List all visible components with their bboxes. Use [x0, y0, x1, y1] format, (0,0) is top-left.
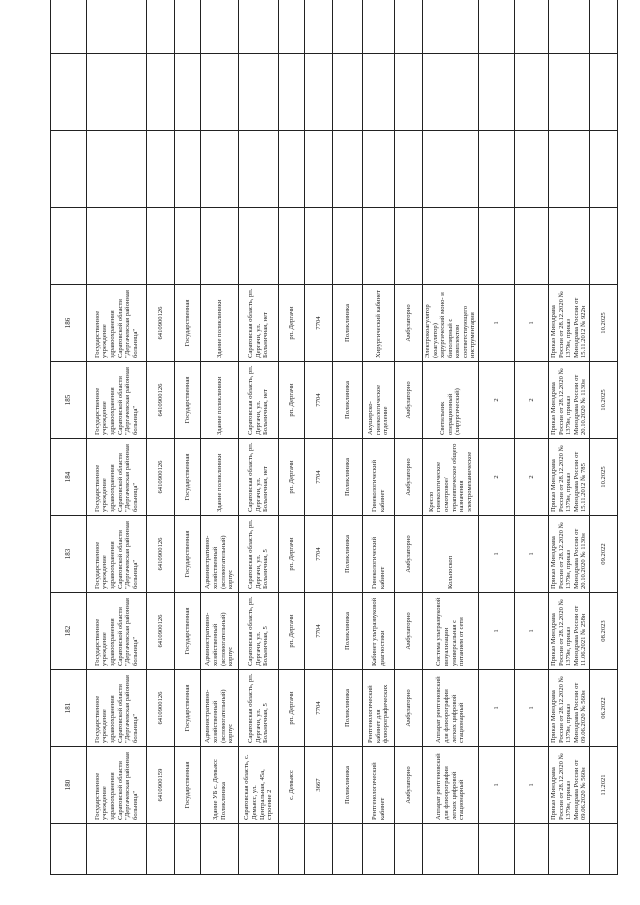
cell-equipment: Электрокоагулятор (коагулятор) хирургический моно- и биполярный с комплектом соответствующего инструментария: [423, 285, 479, 362]
row-tail-cell: [549, 54, 590, 131]
cell-care: Амбулаторно: [395, 593, 423, 670]
cell-qty1: 1: [479, 593, 515, 670]
row-tail-cell: [515, 131, 549, 208]
cell-qty1: 1: [479, 285, 515, 362]
cell-org: Государственное учреждение здравоохранения Саратовской области "Дергачевская районная больница": [87, 516, 147, 593]
row-tail-cell: [549, 0, 590, 54]
cell-org: Государственное учреждение здравоохранения Саратовской области "Дергачевская районная больница": [87, 362, 147, 439]
cell-locality: рп. Дергачи: [279, 670, 305, 747]
cell-oktmo: 7704: [305, 516, 333, 593]
row-tail-cell: [423, 54, 479, 131]
cell-order: Приказ Минздрава России от 28.12.2020 № 1379н, приказ Минздрава России от 15.11.2012 № 785: [549, 439, 590, 516]
cell-order: Приказ Минздрава России от 28.12.2020 № 1379н, приказ Минздрава России от 20.10.2020 № 1130н: [549, 516, 590, 593]
cell-ownership: Государственная: [175, 362, 201, 439]
cell-ownership: Государственная: [175, 747, 201, 824]
cell-equipment: Кольпоскоп: [423, 516, 479, 593]
row-tail-cell: [333, 0, 363, 54]
cell-room: Хирургический кабинет: [363, 285, 395, 362]
table-row-equipment: [423, 0, 479, 875]
row-tail-cell: [423, 131, 479, 208]
cell-locality: с. Демьясс: [279, 747, 305, 824]
row-stub-cell: [279, 824, 305, 875]
row-stub-cell: [395, 824, 423, 875]
cell-qty2: 1: [515, 670, 549, 747]
cell-equipment: Светильник операционный (хирургический): [423, 362, 479, 439]
row-tail-cell: [363, 208, 395, 285]
row-tail-cell: [51, 131, 87, 208]
cell-num: 183: [51, 516, 87, 593]
row-tail-cell: [305, 0, 333, 54]
row-tail-cell: [201, 131, 239, 208]
row-tail-cell: [305, 131, 333, 208]
cell-building: Здание поликлиники: [201, 439, 239, 516]
cell-inn: 6410900126: [147, 516, 175, 593]
cell-unit: Поликлиника: [333, 362, 363, 439]
row-tail-cell: [239, 54, 279, 131]
cell-address: Саратовская область, рп. Дергачи, ул. Больничная, 5: [239, 516, 279, 593]
row-tail-cell: [515, 208, 549, 285]
table-row-address: [239, 0, 279, 875]
cell-date: 09.2022: [589, 516, 617, 593]
row-tail-cell: [51, 208, 87, 285]
table-row-org: [87, 0, 147, 875]
cell-num: 185: [51, 362, 87, 439]
row-tail-cell: [175, 54, 201, 131]
row-tail-cell: [395, 208, 423, 285]
cell-order: Приказ Минздрава России от 28.12.2020 № 1379н, приказ Минздрава России от 11.06.2021 № 258н: [549, 593, 590, 670]
row-tail-cell: [175, 208, 201, 285]
row-tail-cell: [279, 54, 305, 131]
cell-building: Здание поликлиники: [201, 285, 239, 362]
row-tail-cell: [87, 54, 147, 131]
row-tail-cell: [479, 208, 515, 285]
cell-inn: 6410900159: [147, 747, 175, 824]
cell-inn: 6410900126: [147, 362, 175, 439]
row-tail-cell: [201, 208, 239, 285]
table-row-care: [395, 0, 423, 875]
cell-order: Приказ Минздрава России от 28.12.2020 № 1379н, приказ Минздрава России от 15.11.2012 № 922н: [549, 285, 590, 362]
row-tail-cell: [333, 208, 363, 285]
cell-date: 10.2025: [589, 285, 617, 362]
cell-equipment: Аппарат рентгеновский для флюорографии легких цифровой стационарный: [423, 747, 479, 824]
cell-order: Приказ Минздрава России от 28.12.2020 № 1379н, приказ Минздрава России от 20.10.2020 № 1130н: [549, 362, 590, 439]
row-tail-cell: [51, 54, 87, 131]
rotated-page: [50, 62, 607, 875]
table-row-order: [549, 0, 590, 875]
row-stub-cell: [239, 824, 279, 875]
cell-qty1: 1: [479, 670, 515, 747]
cell-locality: рп. Дергачи: [279, 439, 305, 516]
cell-locality: рп. Дергачи: [279, 593, 305, 670]
row-stub-cell: [549, 824, 590, 875]
row-tail-cell: [479, 131, 515, 208]
row-tail-cell: [175, 131, 201, 208]
row-tail-cell: [589, 131, 617, 208]
equipment-table: [50, 0, 618, 875]
cell-care: Амбулаторно: [395, 362, 423, 439]
cell-building: Здание УБ с. Демьясс Поликлиника: [201, 747, 239, 824]
cell-inn: 6410900126: [147, 285, 175, 362]
table-row-unit: [333, 0, 363, 875]
row-stub-cell: [423, 824, 479, 875]
cell-org: Государственное учреждение здравоохранения Саратовской области "Дергачевская районная больница": [87, 747, 147, 824]
row-stub-cell: [201, 824, 239, 875]
row-tail-cell: [589, 54, 617, 131]
row-tail-cell: [515, 0, 549, 54]
cell-address: Саратовская область, с. Демьясс, ул. Центральная, 45а, строение 2: [239, 747, 279, 824]
cell-num: 180: [51, 747, 87, 824]
cell-org: Государственное учреждение здравоохранения Саратовской области "Дергачевская районная больница": [87, 439, 147, 516]
cell-date: 10.2025: [589, 362, 617, 439]
cell-oktmo: 7704: [305, 285, 333, 362]
table-row-date: [589, 0, 617, 875]
cell-room: Кабинет ультразвуковой диагностики: [363, 593, 395, 670]
cell-ownership: Государственная: [175, 670, 201, 747]
row-tail-cell: [479, 54, 515, 131]
table-body: [51, 0, 618, 875]
row-tail-cell: [589, 0, 617, 54]
row-tail-cell: [87, 131, 147, 208]
cell-address: Саратовская область, рп. Дергачи, ул. Больничная, нет: [239, 285, 279, 362]
row-tail-cell: [305, 208, 333, 285]
row-tail-cell: [395, 131, 423, 208]
cell-address: Саратовская область, рп. Дергачи, ул. Больничная, 5: [239, 593, 279, 670]
row-tail-cell: [549, 131, 590, 208]
row-tail-cell: [147, 0, 175, 54]
cell-qty2: 2: [515, 439, 549, 516]
cell-qty2: 1: [515, 747, 549, 824]
table-row-oktmo: [305, 0, 333, 875]
row-tail-cell: [395, 54, 423, 131]
row-tail-cell: [589, 208, 617, 285]
row-tail-cell: [87, 0, 147, 54]
cell-care: Амбулаторно: [395, 285, 423, 362]
cell-locality: рп. Дергачи: [279, 516, 305, 593]
table-row-locality: [279, 0, 305, 875]
row-tail-cell: [201, 0, 239, 54]
table-row-qty1: [479, 0, 515, 875]
cell-qty1: 1: [479, 516, 515, 593]
cell-building: Здание поликлиники: [201, 362, 239, 439]
cell-unit: Поликлиника: [333, 439, 363, 516]
table-row-num: [51, 0, 87, 875]
cell-room: Рентгенологический кабинет: [363, 747, 395, 824]
cell-oktmo: 7704: [305, 362, 333, 439]
row-stub-cell: [175, 824, 201, 875]
table-row-building: [201, 0, 239, 875]
cell-room: Гинекологический кабинет: [363, 439, 395, 516]
cell-equipment: Система ультразвуковой визуализации универсальная с питанием от сети: [423, 593, 479, 670]
cell-room: Рентгенологический кабинет для флюорографических: [363, 670, 395, 747]
row-tail-cell: [395, 0, 423, 54]
row-tail-cell: [51, 0, 87, 54]
row-tail-cell: [239, 131, 279, 208]
row-tail-cell: [363, 131, 395, 208]
cell-ownership: Государственная: [175, 593, 201, 670]
row-stub-cell: [305, 824, 333, 875]
row-tail-cell: [333, 54, 363, 131]
cell-date: 08.2023: [589, 593, 617, 670]
row-tail-cell: [147, 131, 175, 208]
cell-room: Гинекологический кабинет: [363, 516, 395, 593]
cell-ownership: Государственная: [175, 439, 201, 516]
table-row-ownership: [175, 0, 201, 875]
cell-date: 11.2021: [589, 747, 617, 824]
cell-ownership: Государственная: [175, 516, 201, 593]
cell-address: Саратовская область, рп. Дергачи, ул. Больничная, 5: [239, 670, 279, 747]
row-stub-cell: [589, 824, 617, 875]
row-tail-cell: [363, 0, 395, 54]
cell-address: Саратовская область, рп. Дергачи, ул. Больничная, нет: [239, 362, 279, 439]
cell-oktmo: 7704: [305, 439, 333, 516]
cell-order: Приказ Минздрава России от 28.12.2020 № 1379н, приказ Минздрава России от 09.06.2020 № 560н: [549, 747, 590, 824]
cell-unit: Поликлиника: [333, 593, 363, 670]
cell-oktmo: 3667: [305, 747, 333, 824]
cell-qty2: 1: [515, 516, 549, 593]
row-tail-cell: [201, 54, 239, 131]
row-stub-cell: [515, 824, 549, 875]
cell-num: 182: [51, 593, 87, 670]
cell-locality: рп. Дергачи: [279, 285, 305, 362]
row-tail-cell: [363, 54, 395, 131]
cell-order: Приказ Минздрава России от 28.12.2020 № 1379н, приказ Минздрава России от 09.06.2020 № 560н: [549, 670, 590, 747]
row-tail-cell: [239, 208, 279, 285]
cell-unit: Поликлиника: [333, 516, 363, 593]
cell-ownership: Государственная: [175, 285, 201, 362]
row-stub-cell: [51, 824, 87, 875]
cell-building: Административно-хозяйственный (вспомогательный) корпус: [201, 593, 239, 670]
cell-care: Амбулаторно: [395, 439, 423, 516]
cell-care: Амбулаторно: [395, 670, 423, 747]
row-tail-cell: [87, 208, 147, 285]
row-tail-cell: [423, 0, 479, 54]
cell-org: Государственное учреждение здравоохранения Саратовской области "Дергачевская районная больница": [87, 593, 147, 670]
row-tail-cell: [147, 208, 175, 285]
cell-locality: рп. Дергачи: [279, 362, 305, 439]
cell-date: 06.2022: [589, 670, 617, 747]
cell-unit: Поликлиника: [333, 670, 363, 747]
row-tail-cell: [515, 54, 549, 131]
cell-building: Административно-хозяйственный (вспомогательный) корпус: [201, 516, 239, 593]
row-stub-cell: [479, 824, 515, 875]
cell-org: Государственное учреждение здравоохранения Саратовской области "Дергачевская районная больница": [87, 670, 147, 747]
cell-building: Административно-хозяйственный (вспомогательный) корпус: [201, 670, 239, 747]
cell-date: 10.2025: [589, 439, 617, 516]
cell-org: Государственное учреждение здравоохранения Саратовской области "Дергачевская районная больница": [87, 285, 147, 362]
row-tail-cell: [279, 208, 305, 285]
row-tail-cell: [333, 131, 363, 208]
cell-room: Акушерско-гинекологическое отделение: [363, 362, 395, 439]
row-stub-cell: [333, 824, 363, 875]
row-stub-cell: [147, 824, 175, 875]
cell-care: Амбулаторно: [395, 516, 423, 593]
cell-qty1: 1: [479, 747, 515, 824]
cell-num: 186: [51, 285, 87, 362]
cell-qty1: 2: [479, 362, 515, 439]
cell-qty2: 1: [515, 593, 549, 670]
cell-unit: Поликлиника: [333, 285, 363, 362]
row-stub-cell: [363, 824, 395, 875]
row-tail-cell: [549, 208, 590, 285]
cell-qty2: 1: [515, 285, 549, 362]
table-row-inn: [147, 0, 175, 875]
row-tail-cell: [305, 54, 333, 131]
table-row-qty2: [515, 0, 549, 875]
cell-num: 181: [51, 670, 87, 747]
cell-equipment: Аппарат рентгеновский для флюорографии легких цифровой стационарный: [423, 670, 479, 747]
cell-equipment: Кресло гинекологическое осмотровое/терапевтическое общего назначения электромеханическое: [423, 439, 479, 516]
cell-oktmo: 7704: [305, 670, 333, 747]
cell-unit: Поликлиника: [333, 747, 363, 824]
cell-qty1: 2: [479, 439, 515, 516]
row-tail-cell: [147, 54, 175, 131]
cell-inn: 6410900126: [147, 670, 175, 747]
row-tail-cell: [239, 0, 279, 54]
cell-care: Амбулаторно: [395, 747, 423, 824]
cell-num: 184: [51, 439, 87, 516]
table-row-room: [363, 0, 395, 875]
row-tail-cell: [423, 208, 479, 285]
row-tail-cell: [279, 0, 305, 54]
row-tail-cell: [279, 131, 305, 208]
cell-inn: 6410900126: [147, 439, 175, 516]
row-tail-cell: [175, 0, 201, 54]
cell-address: Саратовская область, рп. Дергачи, ул. Больничная, нет: [239, 439, 279, 516]
cell-oktmo: 7704: [305, 593, 333, 670]
row-tail-cell: [479, 0, 515, 54]
cell-qty2: 2: [515, 362, 549, 439]
cell-inn: 6410900126: [147, 593, 175, 670]
row-stub-cell: [87, 824, 147, 875]
